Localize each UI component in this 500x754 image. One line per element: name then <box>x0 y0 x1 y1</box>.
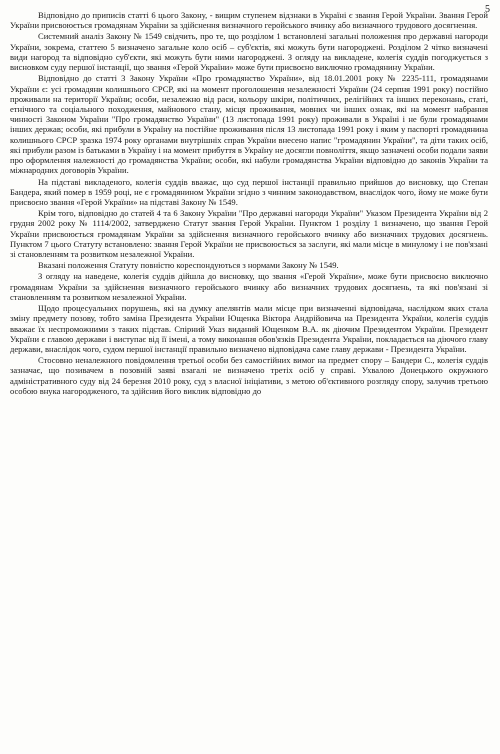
page-number: 5 <box>485 4 490 15</box>
document-body <box>10 0 488 396</box>
paragraph: Вказані положення Статуту повністю кореспондуються з нормами Закону № 1549. <box>38 260 339 271</box>
paragraph: З огляду на наведене, колегія суддів дійшла до висновку, що звання «Герой України», може бути присвоєно виключно громадянам України за здійснення визначного геройського вчинку або визначних трудових досягнень, та які пов'язані зі становленням та розвитком незалежної України. <box>10 271 488 302</box>
paragraph: Стосовно неналежного повідомлення третьої особи без самостійних вимог на предмет спору – Бандери С., колегія суддів зазначає, що позивачем в позовній заяві взагалі не визначено третіх осіб у справі. Ухвалою Донецького окружного адміністративного суду від 24 березня 2010 року, суд з власної ініціативи, з метою об'єктивного розгляду спору, залучив третьою особою внука нагородженого, та здійснив його виклик відповідно до <box>10 355 488 396</box>
paragraph: Відповідно до статті 3 Закону України «Про громадянство України», від 18.01.2001 року № 2235-111, громадянами України є: усі громадяни колишнього СРСР, які на момент проголошення незалежності України (24 серпня 1991 року) постійно проживали на території України; особи, незалежно від раси, кольору шкіри, політичних, релігійних та інших переконань, статі, етнічного та соціального походження, майнового стану, місця проживання, мовних чи інших ознак, які на момент набрання чинності Законом України "Про громадянство України" (13 листопада 1991 року) проживали в Україні і не були громадянами інших держав; особи, які прибули в Україну на постійне проживання після 13 листопада 1991 року і яким у паспорті громадянина колишнього СРСР зразка 1974 року органами внутрішніх справ України внесено напис "громадянин України", та діти таких осіб, які прибули разом із батьками в Україну і на момент прибуття в Україну не досягли повноліття, якщо зазначені особи подали заяви про оформлення належності до громадянства України; особи, які набули громадянства України відповідно до законів України та міжнародних договорів України. <box>10 73 488 176</box>
paragraph: Системний аналіз Закону № 1549 свідчить, про те, що розділом 1 встановлені загальні положення про державні нагороди України, зокрема, статтею 5 визначено загальне коло осіб – суб'єктів, які можуть бути нагороджені. Розділом 2 чітко визначені види нагород та відповідно суб'єкти, які можуть бути ними нагороджені. З огляду на викладене, колегія суддів погоджується з висновком суду першої інстанції, що звання «Герой України» може бути присвоєно виключно громадянину України. <box>10 31 488 73</box>
paragraph: Щодо процесуальних порушень, які на думку апелянтів мали місце при визначенні відповідача, наслідком яких стала зміну предмету позову, тобто заміна Президента України Ющенка Віктора Андрійовича на Президента України, колегія суддів вважає їх неспроможними з таких підстав. Спірний Указ виданий Ющенком В.А. як діючим Президентом України. Президент України є главою держави і виступає від її імені, а тому виконання обов'язків Президента України, покладається на діючого главу держави, внаслідок чого, судом першої інстанції правильно визначено відповідача саме главу держави - Президента України. <box>10 303 488 354</box>
paragraph: На підставі викладеного, колегія суддів вважає, що суд першої інстанції правильно прийшов до висновку, що Степан Бандера, який помер в 1959 році, не є громадянином України згідно з чинним законодавством, внаслідок чого, йому не може бути присвоєно звання «Герой України» на підставі Закону № 1549. <box>10 176 488 207</box>
paragraph: Відповідно до приписів статті 6 цього Закону, - вищим ступенем відзнаки в Україні є звання Герой України. Звання Герой України присвоюється громадянам України за здійснення визначного геройського вчинку або визначного трудового досягнення. <box>10 10 488 31</box>
paragraph: Крім того, відповідно до статей 4 та 6 Закону України "Про державні нагороди України" Указом Президента України від 2 грудня 2002 року № 1114/2002, затверджено Статут звання Герой України. Пунктом 1 розділу 1 визначено, що звання Герой України присвоюється громадянам України за здійснення визначного геройського вчинку або визначних трудових досягнень. Пунктом 7 цього Статуту встановлено: звання Герой України не присвоюється за заслуги, які мали місце в минулому і не пов'язані зі становленням та розвитком незалежної України. <box>10 208 488 260</box>
